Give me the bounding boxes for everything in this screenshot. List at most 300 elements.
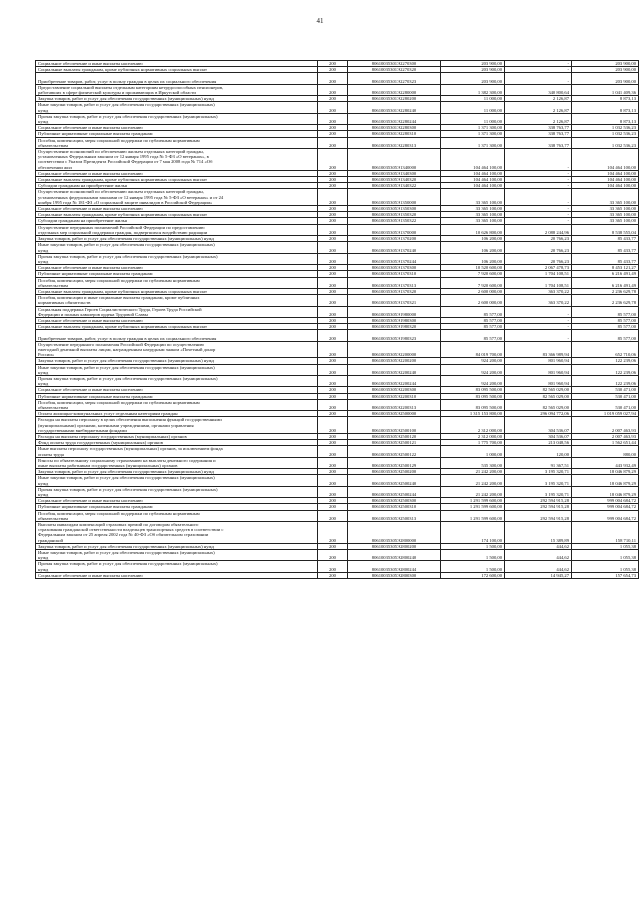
row-classification-code-cell: 80610035301Э2280310 (348, 131, 441, 137)
row-classification-code-cell: 80610035305Э2800244 (348, 561, 441, 572)
row-name-cell: Осуществление полномочий по обеспечению жильем отдельных категорий граждан, установленных федеральными законами от 12 января 1995 года № 5-ФЗ «О ветеранах» и от 24 ноября 1995 года № 181-ФЗ «О социальной защите инвалидов в Российской Федерации» (36, 189, 318, 206)
row-unexecuted-amount-cell: 999 004 684,72 (572, 510, 639, 521)
row-unexecuted-amount-cell: 122 239,06 (572, 375, 639, 386)
row-approved-amount-cell: 1 500,00 (441, 543, 505, 549)
row-approved-amount-cell: 203 900,00 (441, 67, 505, 73)
row-name-cell: Расходы на выплаты персоналу в целях обеспечения выполнения функций государственными (муниципальными) органами, казенными учреждениями, органами управления государственными внебюджетными фондами (36, 417, 318, 434)
row-approved-amount-cell: 106 200,00 (441, 253, 505, 264)
table-row (36, 550, 639, 561)
row-executed-amount-cell: 14 945,27 (505, 572, 572, 578)
row-classification-code-cell: 80610035305Э2200300 (348, 387, 441, 393)
row-name-cell: Социальное обеспечение и иные выплаты населению (36, 61, 318, 67)
row-approved-amount-cell: 21 242 200,00 (441, 486, 505, 497)
row-approved-amount-cell: 11 000,00 (441, 113, 505, 124)
row-unexecuted-amount-cell: 122 239,06 (572, 364, 639, 375)
table-row (36, 446, 639, 457)
row-executed-amount-cell: 2 126,87 (505, 96, 572, 102)
row-code-cell: 200 (318, 364, 348, 375)
row-name-cell: Социальное обеспечение и иные выплаты населению (36, 317, 318, 323)
table-row (36, 572, 639, 578)
row-approved-amount-cell: 83 095 500,00 (441, 399, 505, 410)
row-executed-amount-cell: 213 048,56 (505, 440, 572, 446)
row-name-cell: Социальное обеспечение и иные выплаты населению (36, 170, 318, 176)
row-unexecuted-amount-cell: 85 577,00 (572, 306, 639, 317)
row-code-cell: 200 (318, 550, 348, 561)
row-executed-amount-cell: 801 960,94 (505, 364, 572, 375)
row-unexecuted-amount-cell: 158 710,11 (572, 522, 639, 544)
row-code-cell: 200 (318, 561, 348, 572)
row-code-cell: 200 (318, 572, 348, 578)
row-unexecuted-amount-cell: 880,00 (572, 446, 639, 457)
row-unexecuted-amount-cell: 85 433,77 (572, 236, 639, 242)
row-unexecuted-amount-cell: 1 032 536,23 (572, 137, 639, 148)
row-classification-code-cell: 80610035305Э1370000 (348, 224, 441, 235)
row-unexecuted-amount-cell: 33 365 100,00 (572, 189, 639, 206)
row-name-cell: Оплата жилищно-коммунальных услуг отдельным категориям граждан (36, 411, 318, 417)
row-code-cell: 200 (318, 306, 348, 317)
row-code-cell: 200 (318, 399, 348, 410)
row-classification-code-cell: 80610035305Э2500244 (348, 486, 441, 497)
row-classification-code-cell: 80610035305Э1350000 (348, 189, 441, 206)
row-executed-amount-cell: 3 195 320,71 (505, 469, 572, 475)
row-name-cell: Закупка товаров, работ и услуг для обеспечения государственных (муниципальных) нужд (36, 236, 318, 242)
row-code-cell: 200 (318, 170, 348, 176)
row-name-cell: Осуществление переданного полномочия Российской Федерации по осуществлению ежегодной денежной выплаты лицам, награжденным нагрудным знаком «Почетный донор России» (36, 341, 318, 358)
row-executed-amount-cell: 1 704 108,51 (505, 271, 572, 277)
row-unexecuted-amount-cell: 33 365 100,00 (572, 218, 639, 224)
row-unexecuted-amount-cell: 2 236 629,78 (572, 295, 639, 306)
row-classification-code-cell: 80610035305Э1370321 (348, 295, 441, 306)
row-name-cell: Иные закупки товаров, работ и услуг для обеспечения государственных (муниципальных) нужд (36, 550, 318, 561)
row-name-cell: Иные закупки товаров, работ и услуг для обеспечения государственных (муниципальных) нужд (36, 242, 318, 253)
row-name-cell: Приобретение товаров, работ, услуг в пользу граждан в целях их социального обеспечения (36, 330, 318, 341)
row-approved-amount-cell: 1 000,00 (441, 446, 505, 457)
row-approved-amount-cell: 174 100,00 (441, 522, 505, 544)
row-name-cell: Иные закупки товаров, работ и услуг для обеспечения государственных (муниципальных) нужд (36, 102, 318, 113)
row-executed-amount-cell: - (505, 73, 572, 84)
row-executed-amount-cell: 304 536,07 (505, 417, 572, 434)
row-unexecuted-amount-cell: 1 032 536,23 (572, 125, 639, 131)
row-approved-amount-cell: 106 200,00 (441, 242, 505, 253)
row-classification-code-cell: 80610035301Э2270300 (348, 61, 441, 67)
row-name-cell: Прочая закупка товаров, работ и услуг для обеспечения государственных (муниципальных) нужд (36, 375, 318, 386)
row-classification-code-cell: 80610035305Э2200000 (348, 341, 441, 358)
row-name-cell: Осуществление переданных полномочий Российской Федерации по предоставлению отдельных мер социальной поддержки граждан, подвергшихся воздействию радиации (36, 224, 318, 235)
row-approved-amount-cell: 10 520 600,00 (441, 265, 505, 271)
row-code-cell: 200 (318, 183, 348, 189)
table-row (36, 295, 639, 306)
row-unexecuted-amount-cell: 652 710,06 (572, 341, 639, 358)
row-executed-amount-cell: 340 800,64 (505, 84, 572, 95)
row-code-cell: 200 (318, 177, 348, 183)
row-executed-amount-cell: 3 195 320,71 (505, 475, 572, 486)
table-row (36, 399, 639, 410)
row-classification-code-cell: 80610035301Э2280000 (348, 84, 441, 95)
row-unexecuted-amount-cell: 18 046 879,29 (572, 469, 639, 475)
table-row (36, 306, 639, 317)
row-name-cell: Закупка товаров, работ и услуг для обеспечения государственных (муниципальных) нужд (36, 96, 318, 102)
row-name-cell: Прочая закупка товаров, работ и услуг для обеспечения государственных (муниципальных) нужд (36, 486, 318, 497)
row-classification-code-cell: 80610035305Э2800200 (348, 543, 441, 549)
row-classification-code-cell: 80610035301Э2270323 (348, 73, 441, 84)
row-executed-amount-cell: 292 594 915,28 (505, 498, 572, 504)
row-classification-code-cell: 80610035305Э1370310 (348, 271, 441, 277)
row-classification-code-cell: 80610035305Э2200240 (348, 364, 441, 375)
row-approved-amount-cell: 11 000,00 (441, 96, 505, 102)
row-classification-code-cell: 80610035305Э2800000 (348, 522, 441, 544)
row-name-cell: Прочая закупка товаров, работ и услуг для обеспечения государственных (муниципальных) нужд (36, 253, 318, 264)
row-classification-code-cell: 80610035305Э1350300 (348, 206, 441, 212)
row-classification-code-cell: 80610035305Э1980300 (348, 317, 441, 323)
row-name-cell: Социальные выплаты гражданам, кроме публичных нормативных социальных выплат (36, 212, 318, 218)
row-code-cell: 200 (318, 271, 348, 277)
row-classification-code-cell: 80610035305Э1370200 (348, 236, 441, 242)
table-row (36, 475, 639, 486)
budget-execution-table (35, 60, 639, 579)
row-approved-amount-cell: 924 200,00 (441, 375, 505, 386)
row-name-cell: Социальные выплаты гражданам, кроме публичных нормативных социальных выплат (36, 324, 318, 330)
row-classification-code-cell: 80610035305Э1980000 (348, 306, 441, 317)
row-classification-code-cell: 80610035305Э2800240 (348, 550, 441, 561)
row-classification-code-cell: 80610035305Э2500122 (348, 446, 441, 457)
row-classification-code-cell: 80610035305Э2500129 (348, 457, 441, 468)
row-name-cell: Социальные выплаты гражданам, кроме публичных нормативных социальных выплат (36, 177, 318, 183)
row-code-cell: 200 (318, 330, 348, 341)
row-classification-code-cell: 80610035301Э2280300 (348, 125, 441, 131)
row-approved-amount-cell: 924 200,00 (441, 358, 505, 364)
row-name-cell: Выплаты инвалидам компенсаций страховых премий по договорам обязательного страхования гражданской ответственности владельцев транспортных средств в соответствии с Федеральным законом от 25 апреля 2002 года № 40-ФЗ «Об обязательном страховании гражданской (36, 522, 318, 544)
row-unexecuted-amount-cell: 8 538 555,04 (572, 224, 639, 235)
row-approved-amount-cell: 172 600,00 (441, 572, 505, 578)
row-name-cell: Осуществление полномочий по обеспечению жильем отдельных категорий граждан, установленных Федеральным законом от 12 января 1995 года № 5-ФЗ «О ветеранах», в соответствии с Указом Президента Российской Федерации от 7 мая 2008 года № 714 «Об обеспечении жил (36, 149, 318, 171)
row-classification-code-cell: 80610035301Э2280244 (348, 113, 441, 124)
row-name-cell: Публичные нормативные социальные выплаты гражданам (36, 393, 318, 399)
row-classification-code-cell: 80610035305Э2500313 (348, 510, 441, 521)
row-code-cell: 200 (318, 457, 348, 468)
row-code-cell: 200 (318, 411, 348, 417)
row-unexecuted-amount-cell: 104 464 100,00 (572, 177, 639, 183)
row-code-cell: 200 (318, 131, 348, 137)
table-row (36, 253, 639, 264)
row-unexecuted-amount-cell: 104 464 100,00 (572, 149, 639, 171)
table-row (36, 102, 639, 113)
row-unexecuted-amount-cell: 85 577,00 (572, 317, 639, 323)
row-executed-amount-cell: - (505, 317, 572, 323)
table-row (36, 277, 639, 288)
row-name-cell: Закупка товаров, работ и услуг для обеспечения государственных (муниципальных) нужд (36, 469, 318, 475)
row-classification-code-cell: 80610035305Э2500120 (348, 434, 441, 440)
table-row (36, 486, 639, 497)
row-code-cell: 200 (318, 317, 348, 323)
row-code-cell: 200 (318, 253, 348, 264)
row-executed-amount-cell: 20 766,23 (505, 242, 572, 253)
row-name-cell: Иные закупки товаров, работ и услуг для обеспечения государственных (муниципальных) нужд (36, 475, 318, 486)
row-name-cell: Публичные нормативные социальные выплаты гражданам (36, 504, 318, 510)
row-code-cell: 200 (318, 469, 348, 475)
row-name-cell: Публичные нормативные социальные выплаты гражданам (36, 271, 318, 277)
row-approved-amount-cell: 1 371 300,00 (441, 137, 505, 148)
row-executed-amount-cell: 444,62 (505, 561, 572, 572)
row-name-cell: Фонд оплаты труда государственных (муниципальных) органов (36, 440, 318, 446)
row-unexecuted-amount-cell: 18 046 879,29 (572, 475, 639, 486)
row-executed-amount-cell: 801 960,94 (505, 375, 572, 386)
row-code-cell: 200 (318, 393, 348, 399)
row-executed-amount-cell: - (505, 206, 572, 212)
row-unexecuted-amount-cell: 122 239,06 (572, 358, 639, 364)
row-unexecuted-amount-cell: 1 032 536,23 (572, 131, 639, 137)
row-name-cell: Социальные выплаты гражданам, кроме публичных нормативных социальных выплат (36, 67, 318, 73)
row-executed-amount-cell: - (505, 183, 572, 189)
row-classification-code-cell: 80610035305Э1340322 (348, 183, 441, 189)
row-unexecuted-amount-cell: 33 365 100,00 (572, 206, 639, 212)
row-classification-code-cell: 80610035305Э1370300 (348, 265, 441, 271)
table-row (36, 457, 639, 468)
row-executed-amount-cell: - (505, 149, 572, 171)
row-executed-amount-cell: - (505, 218, 572, 224)
row-classification-code-cell: 80610035305Э1340320 (348, 177, 441, 183)
row-approved-amount-cell: 33 365 100,00 (441, 206, 505, 212)
row-classification-code-cell: 80610035305Э1370240 (348, 242, 441, 253)
row-name-cell: Расходы на выплаты персоналу государственных (муниципальных) органов (36, 434, 318, 440)
row-code-cell: 200 (318, 67, 348, 73)
row-approved-amount-cell: 104 464 100,00 (441, 177, 505, 183)
row-unexecuted-amount-cell: 104 464 100,00 (572, 170, 639, 176)
table-row (36, 341, 639, 358)
row-approved-amount-cell: 33 365 100,00 (441, 189, 505, 206)
row-approved-amount-cell: 85 577,00 (441, 306, 505, 317)
row-approved-amount-cell: 85 577,00 (441, 317, 505, 323)
row-executed-amount-cell: 444,62 (505, 550, 572, 561)
row-classification-code-cell: 80610035305Э1370320 (348, 288, 441, 294)
row-approved-amount-cell: 1 371 300,00 (441, 125, 505, 131)
row-classification-code-cell: 80610035305Э1980320 (348, 324, 441, 330)
row-executed-amount-cell: - (505, 330, 572, 341)
row-approved-amount-cell: 104 464 100,00 (441, 149, 505, 171)
row-classification-code-cell: 80610035301Э2280313 (348, 137, 441, 148)
row-executed-amount-cell: 82 565 029,00 (505, 399, 572, 410)
row-executed-amount-cell: - (505, 177, 572, 183)
row-approved-amount-cell: 2 312 000,00 (441, 434, 505, 440)
row-code-cell: 200 (318, 137, 348, 148)
row-executed-amount-cell: 20 766,23 (505, 236, 572, 242)
row-unexecuted-amount-cell: 1 055,38 (572, 561, 639, 572)
row-unexecuted-amount-cell: 8 873,13 (572, 113, 639, 124)
row-executed-amount-cell: 15 389,89 (505, 522, 572, 544)
row-unexecuted-amount-cell: 999 004 684,72 (572, 504, 639, 510)
row-classification-code-cell: 80610035305Э1350322 (348, 218, 441, 224)
row-executed-amount-cell: - (505, 67, 572, 73)
table-row (36, 189, 639, 206)
row-code-cell: 200 (318, 486, 348, 497)
table-row (36, 375, 639, 386)
row-approved-amount-cell: 2 312 000,00 (441, 417, 505, 434)
row-name-cell: Пособия, компенсации, меры социальной поддержки по публичным нормативным обязательствам (36, 277, 318, 288)
row-approved-amount-cell: 535 300,00 (441, 457, 505, 468)
row-approved-amount-cell: 21 242 200,00 (441, 475, 505, 486)
row-code-cell: 200 (318, 212, 348, 218)
row-name-cell: Предоставление социальной выплаты отдельным категориям нетрудоспособных пенсионеров, работавших в сфере физической культуры и проживающих в Иркутской области (36, 84, 318, 95)
row-approved-amount-cell: 1 775 700,00 (441, 440, 505, 446)
row-name-cell: Социальное обеспечение и иные выплаты населению (36, 206, 318, 212)
row-approved-amount-cell: 203 900,00 (441, 61, 505, 67)
row-code-cell: 200 (318, 125, 348, 131)
row-executed-amount-cell: 363 370,22 (505, 288, 572, 294)
row-code-cell: 200 (318, 543, 348, 549)
row-executed-amount-cell: - (505, 170, 572, 176)
row-code-cell: 200 (318, 446, 348, 457)
row-unexecuted-amount-cell: 104 464 100,00 (572, 183, 639, 189)
row-approved-amount-cell: 1 291 599 600,00 (441, 498, 505, 504)
row-unexecuted-amount-cell: 8 453 121,27 (572, 265, 639, 271)
row-approved-amount-cell: 1 500,00 (441, 550, 505, 561)
table-row (36, 137, 639, 148)
row-approved-amount-cell: 85 577,00 (441, 324, 505, 330)
row-executed-amount-cell: 83 366 989,94 (505, 341, 572, 358)
row-name-cell: Социальное обеспечение и иные выплаты населению (36, 265, 318, 271)
row-name-cell: Пособия, компенсации, меры социальной поддержки по публичным нормативным обязательствам (36, 510, 318, 521)
page-number: 41 (316, 17, 324, 25)
row-name-cell: Закупка товаров, работ и услуг для обеспечения государственных (муниципальных) нужд (36, 543, 318, 549)
row-classification-code-cell: 80610035305Э1340300 (348, 170, 441, 176)
row-approved-amount-cell: 104 464 100,00 (441, 170, 505, 176)
row-code-cell: 200 (318, 341, 348, 358)
row-code-cell: 200 (318, 288, 348, 294)
row-approved-amount-cell: 33 365 100,00 (441, 218, 505, 224)
row-code-cell: 200 (318, 387, 348, 393)
row-classification-code-cell: 80610035305Э2200313 (348, 399, 441, 410)
row-name-cell: Социальная поддержка Героев Социалистического Труда, Героев Труда Российской Федерации и полных кавалеров ордена Трудовой Славы (36, 306, 318, 317)
row-code-cell: 200 (318, 510, 348, 521)
row-approved-amount-cell: 84 019 700,00 (441, 341, 505, 358)
row-unexecuted-amount-cell: 530 471,00 (572, 399, 639, 410)
row-name-cell: Взносы по обязательному социальному страхованию на выплаты денежного содержания и иные выплаты работникам государственных (муниципальных) органов (36, 457, 318, 468)
row-executed-amount-cell: 2 126,87 (505, 113, 572, 124)
row-unexecuted-amount-cell: 8 873,13 (572, 96, 639, 102)
row-code-cell: 200 (318, 224, 348, 235)
row-code-cell: 200 (318, 324, 348, 330)
row-executed-amount-cell: 363 370,22 (505, 295, 572, 306)
row-classification-code-cell: 80610035305Э2500100 (348, 417, 441, 434)
row-approved-amount-cell: 1 500,00 (441, 561, 505, 572)
row-unexecuted-amount-cell: 1 019 059 027,94 (572, 411, 639, 417)
row-approved-amount-cell: 2 600 000,00 (441, 288, 505, 294)
row-approved-amount-cell: 104 464 100,00 (441, 183, 505, 189)
row-name-cell: Приобретение товаров, работ, услуг в пользу граждан в целях их социального обеспечения (36, 73, 318, 84)
row-classification-code-cell: 80610035305Э2200200 (348, 358, 441, 364)
row-approved-amount-cell: 85 577,00 (441, 330, 505, 341)
row-approved-amount-cell: 924 200,00 (441, 364, 505, 375)
row-approved-amount-cell: 11 000,00 (441, 102, 505, 113)
row-code-cell: 200 (318, 440, 348, 446)
row-name-cell: Пособия, компенсации, меры социальной поддержки по публичным нормативным обязательствам (36, 137, 318, 148)
row-approved-amount-cell: 21 242 200,00 (441, 469, 505, 475)
row-name-cell: Субсидии гражданам на приобретение жилья (36, 218, 318, 224)
row-classification-code-cell: 80610035305Э2500121 (348, 440, 441, 446)
row-code-cell: 200 (318, 189, 348, 206)
row-name-cell: Пособия, компенсации и иные социальные выплаты гражданам, кроме публичных нормативных обязательств (36, 295, 318, 306)
row-code-cell: 200 (318, 236, 348, 242)
row-executed-amount-cell: 338 763,77 (505, 131, 572, 137)
row-code-cell: 200 (318, 475, 348, 486)
row-code-cell: 200 (318, 434, 348, 440)
row-unexecuted-amount-cell: 85 577,00 (572, 324, 639, 330)
row-name-cell: Субсидии гражданам на приобретение жилья (36, 183, 318, 189)
row-code-cell: 200 (318, 84, 348, 95)
row-classification-code-cell: 80610035305Э1370244 (348, 253, 441, 264)
row-executed-amount-cell: 292 594 915,28 (505, 504, 572, 510)
row-executed-amount-cell: 2 088 244,96 (505, 224, 572, 235)
row-code-cell: 200 (318, 375, 348, 386)
row-name-cell: Социальное обеспечение и иные выплаты населению (36, 387, 318, 393)
row-code-cell: 200 (318, 295, 348, 306)
row-classification-code-cell: 80610035301Э2280240 (348, 102, 441, 113)
row-approved-amount-cell: 1 315 153 800,00 (441, 411, 505, 417)
row-executed-amount-cell: 82 565 029,00 (505, 393, 572, 399)
row-classification-code-cell: 80610035305Э2500310 (348, 504, 441, 510)
row-executed-amount-cell: 338 763,77 (505, 125, 572, 131)
row-unexecuted-amount-cell: 999 004 684,72 (572, 498, 639, 504)
row-executed-amount-cell: 2 067 478,73 (505, 265, 572, 271)
row-name-cell: Социальное обеспечение и иные выплаты населению (36, 125, 318, 131)
row-unexecuted-amount-cell: 33 365 100,00 (572, 212, 639, 218)
row-classification-code-cell: 80610035301Э2280200 (348, 96, 441, 102)
row-unexecuted-amount-cell: 85 433,77 (572, 242, 639, 253)
row-unexecuted-amount-cell: 1 562 651,44 (572, 440, 639, 446)
row-classification-code-cell: 80610035305Э1340000 (348, 149, 441, 171)
row-approved-amount-cell: 1 382 300,00 (441, 84, 505, 95)
row-name-cell: Закупка товаров, работ и услуг для обеспечения государственных (муниципальных) нужд (36, 358, 318, 364)
row-classification-code-cell: 80610035305Э1350320 (348, 212, 441, 218)
table-row (36, 149, 639, 171)
row-code-cell: 200 (318, 522, 348, 544)
row-unexecuted-amount-cell: 530 471,00 (572, 393, 639, 399)
row-approved-amount-cell: 7 920 600,00 (441, 277, 505, 288)
row-executed-amount-cell: 91 367,51 (505, 457, 572, 468)
row-code-cell: 200 (318, 206, 348, 212)
row-code-cell: 200 (318, 61, 348, 67)
row-code-cell: 200 (318, 242, 348, 253)
row-approved-amount-cell: 106 200,00 (441, 236, 505, 242)
row-executed-amount-cell: 2 126,87 (505, 102, 572, 113)
row-code-cell: 200 (318, 498, 348, 504)
row-unexecuted-amount-cell: 203 900,00 (572, 67, 639, 73)
row-unexecuted-amount-cell: 85 433,77 (572, 253, 639, 264)
row-name-cell: Социальное обеспечение и иные выплаты населению (36, 498, 318, 504)
table-row (36, 510, 639, 521)
row-executed-amount-cell: - (505, 189, 572, 206)
row-executed-amount-cell: - (505, 61, 572, 67)
row-unexecuted-amount-cell: 18 046 879,29 (572, 486, 639, 497)
row-approved-amount-cell: 33 365 100,00 (441, 212, 505, 218)
row-classification-code-cell: 80610035301Э2270320 (348, 67, 441, 73)
row-executed-amount-cell: - (505, 212, 572, 218)
row-name-cell: Социальное обеспечение и иные выплаты населению (36, 572, 318, 578)
row-executed-amount-cell: 120,00 (505, 446, 572, 457)
row-executed-amount-cell: 304 536,07 (505, 434, 572, 440)
row-unexecuted-amount-cell: 443 932,49 (572, 457, 639, 468)
row-name-cell: Социальные выплаты гражданам, кроме публичных нормативных социальных выплат (36, 288, 318, 294)
row-executed-amount-cell: 801 960,94 (505, 358, 572, 364)
row-classification-code-cell: 80610035305Э2200244 (348, 375, 441, 386)
row-unexecuted-amount-cell: 203 900,00 (572, 61, 639, 67)
row-approved-amount-cell: 2 600 000,00 (441, 295, 505, 306)
row-unexecuted-amount-cell: 6 216 491,49 (572, 277, 639, 288)
row-executed-amount-cell: 20 766,23 (505, 253, 572, 264)
row-executed-amount-cell: 292 594 915,28 (505, 510, 572, 521)
row-classification-code-cell: 80610035305Э2500300 (348, 498, 441, 504)
row-approved-amount-cell: 1 291 599 600,00 (441, 510, 505, 521)
row-executed-amount-cell: 338 763,77 (505, 137, 572, 148)
